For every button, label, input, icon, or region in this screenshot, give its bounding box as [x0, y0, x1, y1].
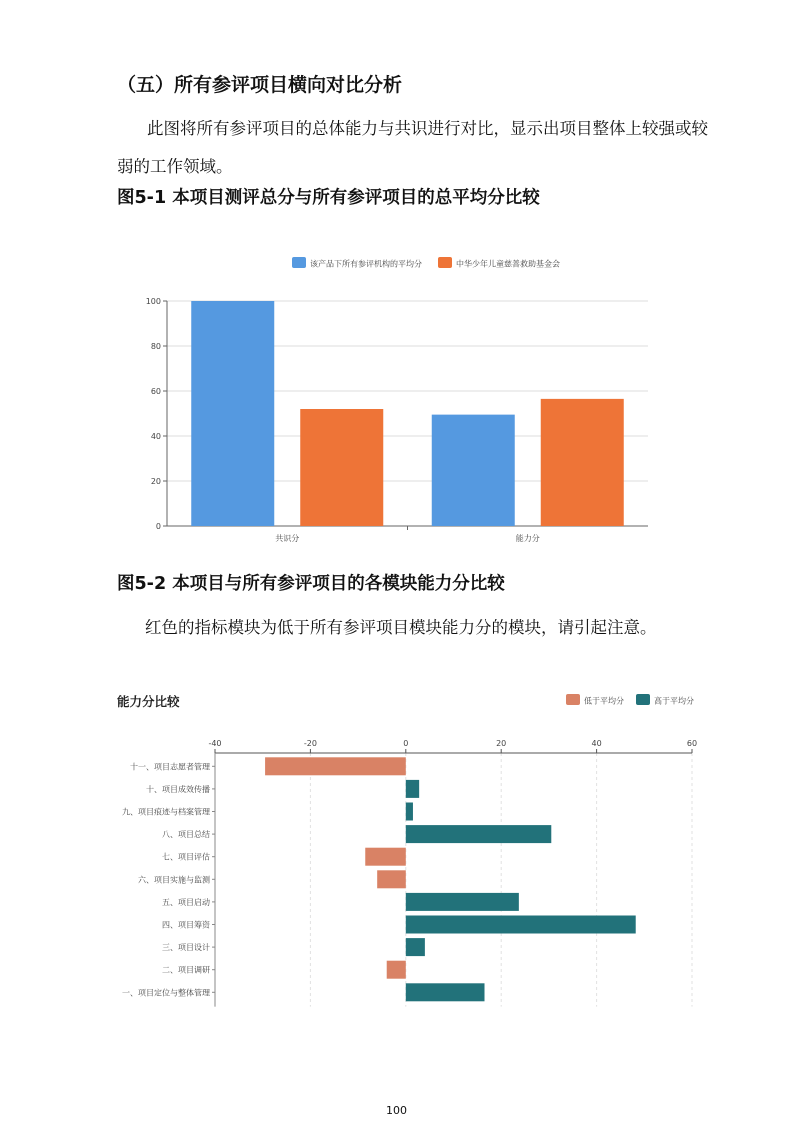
intro-paragraph: 此图将所有参评项目的总体能力与共识进行对比，显示出项目整体上较强或较弱的工作领域。	[117, 119, 708, 176]
y-tick-label: 60	[150, 387, 161, 396]
bar-0-0	[191, 301, 274, 526]
bar-5	[377, 870, 406, 888]
figure2-note: 红色的指标模块为低于所有参评项目模块能力分的模块，请引起注意。	[145, 618, 657, 637]
figure1-title: 图5-1 本项目测评总分与所有参评项目的总平均分比较	[117, 188, 540, 208]
y-tick-label: 40	[150, 432, 161, 441]
legend-label-0: 低于平均分	[584, 696, 624, 706]
legend-label-1: 中华少年儿童慈善救助基金会	[456, 259, 560, 269]
chart-module-score-comparison	[0, 680, 793, 1010]
bar-1-1	[541, 399, 624, 526]
x-tick-label: 40	[591, 739, 602, 748]
x-tick-label: 能力分	[515, 534, 540, 543]
bar-0-1	[300, 409, 383, 526]
x-tick-label: 20	[496, 739, 507, 748]
category-label: 十一、项目志愿者管理	[130, 762, 210, 772]
legend-swatch-1	[636, 694, 650, 705]
chart-total-score-comparison	[0, 240, 793, 550]
legend-label-0: 该产品下所有参评机构的平均分	[310, 259, 422, 269]
legend-swatch-0	[566, 694, 580, 705]
category-label: 四、项目筹资	[162, 920, 210, 930]
category-label: 八、项目总结	[162, 830, 210, 840]
x-tick-label: 共识分	[275, 534, 300, 543]
category-label: 十、项目成效传播	[146, 784, 210, 794]
page-number: 100	[386, 1104, 407, 1117]
bar-0	[265, 757, 406, 775]
legend-label-1: 高于平均分	[654, 696, 694, 706]
legend-swatch-0	[292, 257, 306, 268]
bar-4	[365, 848, 406, 866]
x-tick-label: -40	[208, 739, 222, 748]
bar-6	[406, 893, 519, 911]
category-label: 九、项目痕迹与档案管理	[122, 807, 210, 817]
y-tick-label: 100	[145, 297, 161, 306]
category-label: 六、项目实施与监测	[138, 875, 210, 885]
x-tick-label: 0	[403, 739, 409, 748]
y-tick-label: 0	[155, 522, 161, 531]
bar-7	[406, 916, 636, 934]
bar-10	[406, 983, 485, 1001]
x-tick-label: 60	[686, 739, 698, 748]
category-label: 三、项目设计	[162, 943, 210, 953]
category-label: 二、项目调研	[162, 965, 210, 975]
category-label: 七、项目评估	[162, 852, 210, 862]
bar-1	[406, 780, 419, 798]
x-tick-label: -20	[303, 739, 317, 748]
bar-2	[406, 803, 413, 821]
y-tick-label: 20	[150, 477, 161, 486]
y-tick-label: 80	[150, 342, 161, 351]
bar-9	[387, 961, 406, 979]
bar-8	[406, 938, 425, 956]
category-label: 一、项目定位与整体管理	[122, 988, 210, 998]
category-label: 五、项目启动	[162, 897, 210, 907]
legend-swatch-1	[438, 257, 452, 268]
section-heading: （五）所有参评项目横向对比分析	[117, 74, 403, 96]
figure2-title: 图5-2 本项目与所有参评项目的各模块能力分比较	[117, 574, 505, 594]
chart-title: 能力分比较	[117, 694, 180, 709]
bar-1-0	[432, 415, 515, 526]
bar-3	[406, 825, 551, 843]
